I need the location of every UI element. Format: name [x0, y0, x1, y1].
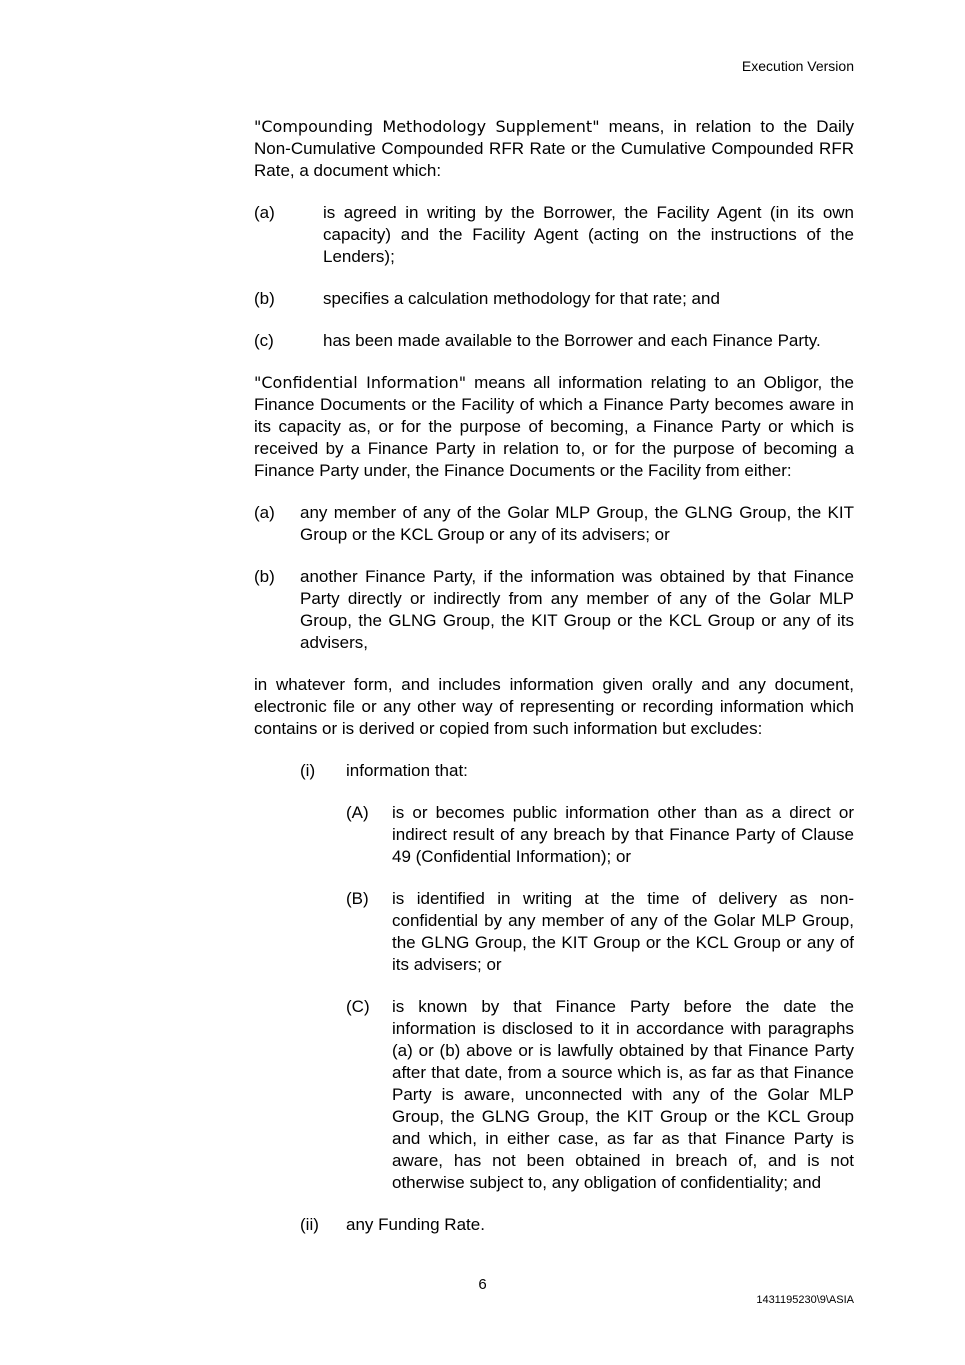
list-item: [254, 202, 854, 268]
item-label: (B): [346, 889, 369, 908]
list-item: [346, 996, 854, 1194]
item-label: (b): [254, 567, 275, 586]
document-version-label: Execution Version: [741, 58, 854, 74]
definition-text: means, in relation to the Daily Non-Cumulative Compounded RFR Rate or the Cumulative Compounded RFR Rate, a document which:: [254, 117, 855, 180]
item-text: has been made available to the Borrower and each Finance Party.: [323, 331, 821, 350]
item-text: is identified in writing at the time of delivery as non-confidential by any member of any of the Golar MLP Group, the GLNG Group, the KIT Group or the KCL Group or any of its advisers; or: [392, 889, 854, 974]
item-text: any Funding Rate.: [346, 1215, 485, 1234]
item-label: (a): [254, 203, 275, 222]
definition-compounding-methodology-supplement: [254, 116, 854, 182]
item-text: is agreed in writing by the Borrower, the Facility Agent (in its own capacity) and the Facility Agent (acting on the instructions of the Lenders);: [323, 203, 854, 266]
list-item: [300, 1214, 854, 1236]
item-text: any member of any of the Golar MLP Group, the GLNG Group, the KIT Group or the KCL Group or any of its advisers; or: [300, 503, 854, 544]
item-text: information that:: [346, 761, 468, 780]
defined-term: "Compounding Methodology Supplement": [254, 117, 600, 136]
document-body: [254, 116, 854, 1256]
document-reference: 1431195230\9\ASIA: [756, 1294, 854, 1306]
list-item: [254, 330, 854, 352]
list-item: [254, 566, 854, 654]
item-label: (c): [254, 331, 274, 350]
definition-text: means all information relating to an Obligor, the Finance Documents or the Facility of which a Finance Party becomes aware in its capacity as, or for the purpose of becoming, a Finance Party or which is received by a Finance Party in relation to, or for the purpose of becoming a Finance Party under, the Finance Documents or the Facility from either:: [254, 373, 854, 480]
list-item: [300, 760, 854, 782]
item-label: (ii): [300, 1215, 319, 1234]
item-label: (a): [254, 503, 275, 522]
item-text: another Finance Party, if the information was obtained by that Finance Party directly or indirectly from any member of any of the Golar MLP Group, the GLNG Group, the KIT Group or the KCL Group or any of its advisers,: [300, 567, 854, 652]
list-item: [346, 802, 854, 868]
definition-confidential-information: [254, 372, 854, 482]
continuation-paragraph: in whatever form, and includes information given orally and any document, electronic file or any other way of representing or recording information which contains or is derived or copied from such information but excludes:: [254, 675, 854, 738]
list-item: [254, 288, 854, 310]
list-item: [254, 502, 854, 546]
item-label: (A): [346, 803, 369, 822]
page-number: 6: [478, 1276, 487, 1293]
list-item: [346, 888, 854, 976]
item-label: (C): [346, 997, 370, 1016]
item-text: is or becomes public information other than as a direct or indirect result of any breach by that Finance Party of Clause 49 (Confidential Information); or: [392, 803, 854, 866]
defined-term: "Confidential Information": [254, 373, 467, 392]
item-label: (b): [254, 289, 275, 308]
item-label: (i): [300, 761, 316, 780]
item-text: specifies a calculation methodology for that rate; and: [323, 289, 720, 308]
item-text: is known by that Finance Party before the date the information is disclosed to it in accordance with paragraphs (a) or (b) above or is lawfully obtained by that Finance Party after that date, from a source which is, as far as that Finance Party is aware, unconnected with any of the Golar MLP Group, the GLNG Group, the KIT Group or the KCL Group and which, in either case, as far as that Finance Party is aware, has not been obtained in breach of, and is not otherwise subject to, any obligation of confidentiality; and: [392, 997, 854, 1192]
